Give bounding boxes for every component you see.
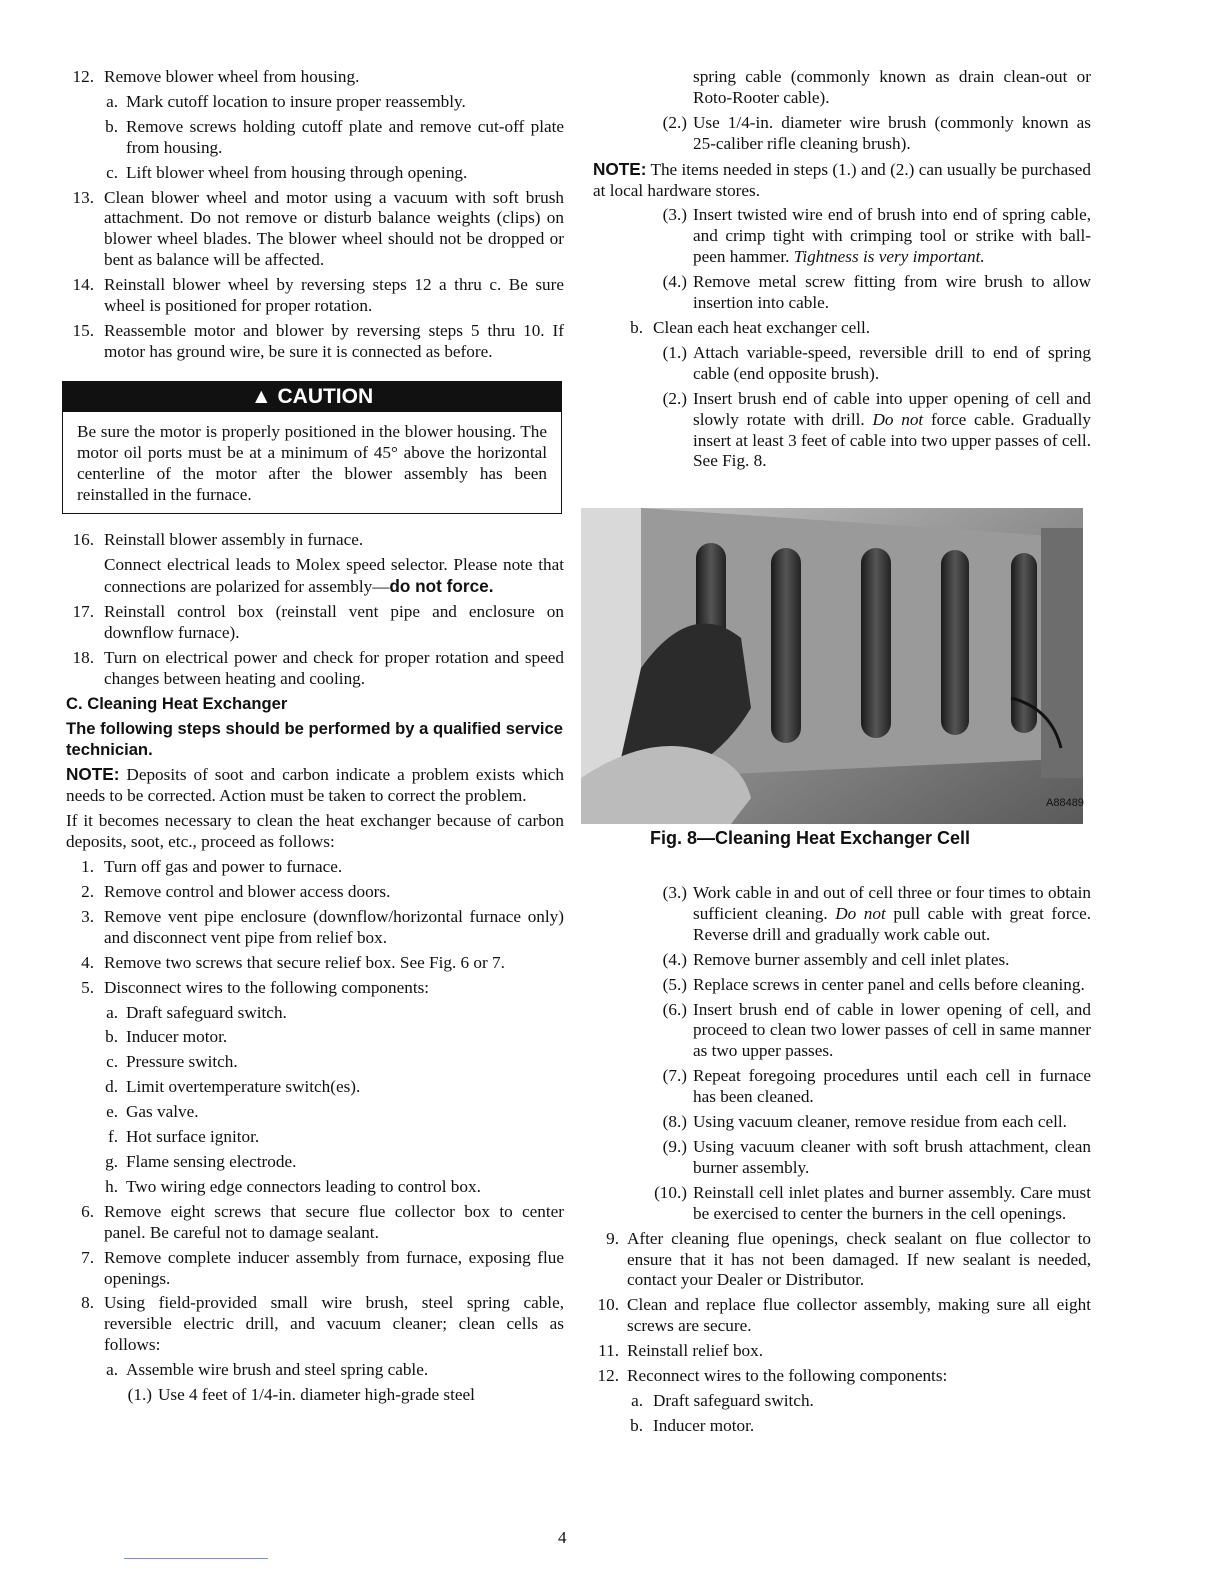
note-paragraph: NOTE: Deposits of soot and carbon indicate a problem exists which needs to be corrected. Action must be taken to correct the problem.: [66, 764, 564, 806]
clean-step-8b7: (7.) Repeat foregoing procedures until each cell in furnace has been cleaned.: [662, 1066, 1091, 1107]
step-12c: c. Lift blower wheel from housing through opening.: [106, 162, 468, 182]
intro-paragraph: If it becomes necessary to clean the heat exchanger because of carbon deposits, soot, etc., proceed as follows:: [66, 811, 564, 852]
step-18: 18. Turn on electrical power and check for proper rotation and speed changes between heating and cooling.: [72, 647, 564, 688]
clean-step-5a: a. Draft safeguard switch.: [106, 1002, 287, 1022]
clean-step-8b8: (8.) Using vacuum cleaner, remove residue from each cell.: [662, 1112, 1067, 1132]
clean-step-8b2: (2.) Insert brush end of cable into upper opening of cell and slowly rotate with drill. Do not force cable. Gradually insert at least 3 feet of cable into two upper passes of cell. See Fig. 8.: [662, 388, 1092, 471]
left-column: [66, 67, 564, 1410]
clean-step-8a2: (2.) Use 1/4-in. diameter wire brush (commonly known as 25-caliber rifle cleaning brush).: [662, 112, 1091, 153]
caution-header: [63, 382, 561, 412]
clean-step-5: 5. Disconnect wires to the following components:: [81, 977, 430, 997]
footer-rule: [124, 1558, 268, 1559]
clean-step-8a1-continued: spring cable (commonly known as drain clean-out or Roto-Rooter cable).: [693, 67, 1091, 107]
clean-step-8b4: (4.) Remove burner assembly and cell inlet plates.: [662, 949, 1010, 969]
step-13: 13. Clean blower wheel and motor using a vacuum with soft brush attachment. Do not remove or disturb balance weights (clips) on blower wheel blades. The blower wheel should not be dropped or bent as balance will be affected.: [72, 187, 564, 270]
step-16-continuation: Connect electrical leads to Molex speed selector. Please note that connections are polarized for assembly—do not force.: [104, 555, 564, 597]
page-number: 4: [558, 1528, 567, 1547]
step-12: 12. Remove blower wheel from housing.: [72, 67, 360, 86]
clean-step-6: 6. Remove eight screws that secure flue collector box to center panel. Be careful not to damage sealant.: [81, 1201, 564, 1242]
clean-step-12: 12. Reconnect wires to the following components:: [597, 1366, 948, 1386]
right-column-bottom: [593, 883, 1091, 1441]
clean-step-1: 1. Turn off gas and power to furnace.: [81, 857, 343, 877]
warning-triangle-icon: ▲: [250, 384, 272, 408]
clean-step-5e: e. Gas valve.: [106, 1102, 199, 1122]
clean-step-2: 2. Remove control and blower access doors.: [81, 882, 391, 901]
clean-step-8a4: (4.) Remove metal screw fitting from wire brush to allow insertion into cable.: [662, 272, 1091, 313]
clean-step-8b: b. Clean each heat exchanger cell.: [630, 317, 871, 337]
clean-step-8b9: (9.) Using vacuum cleaner with soft brush attachment, clean burner assembly.: [662, 1136, 1091, 1177]
step-17: 17. Reinstall control box (reinstall vent pipe and enclosure on downflow furnace).: [72, 602, 564, 643]
clean-step-10: 10. Clean and replace flue collector assembly, making sure all eight screws are secure.: [597, 1295, 1091, 1336]
clean-step-4: 4. Remove two screws that secure relief box. See Fig. 6 or 7.: [81, 952, 505, 972]
clean-step-8: 8. Using field-provided small wire brush, steel spring cable, reversible electric drill, and vacuum cleaner; clean cells as follows:: [81, 1293, 564, 1355]
clean-step-12b: b. Inducer motor.: [630, 1415, 755, 1435]
clean-step-8b10: (10.) Reinstall cell inlet plates and burner assembly. Care must be exercised to center the burners in the cell openings.: [654, 1182, 1091, 1223]
clean-step-8a1: (1.) Use 4 feet of 1/4-in. diameter high-grade steel: [127, 1385, 475, 1405]
clean-step-5c: c. Pressure switch.: [106, 1052, 238, 1072]
clean-step-8a: a. Assemble wire brush and steel spring cable.: [106, 1360, 429, 1380]
section-heading: C. Cleaning Heat Exchanger: [66, 693, 288, 713]
caution-title: CAUTION: [277, 384, 374, 408]
clean-step-8b1: (1.) Attach variable-speed, reversible drill to end of spring cable (end opposite brush).: [662, 342, 1091, 383]
qualified-technician-warning: The following steps should be performed by a qualified service technician.: [66, 718, 563, 759]
clean-step-3: 3. Remove vent pipe enclosure (downflow/horizontal furnace only) and disconnect vent pipe from relief box.: [81, 906, 564, 947]
right-column-top: [593, 67, 1091, 476]
clean-step-5g: g. Flame sensing electrode.: [105, 1151, 297, 1171]
clean-step-9: 9. After cleaning flue openings, check sealant on flue collector to ensure that it has not been damaged. If new sealant is needed, contact your Dealer or Distributor.: [606, 1228, 1091, 1290]
clean-step-5b: b. Inducer motor.: [105, 1027, 228, 1047]
note-paragraph-right: NOTE: The items needed in steps (1.) and (2.) can usually be purchased at local hardware stores.: [593, 158, 1091, 200]
clean-step-5h: h. Two wiring edge connectors leading to control box.: [105, 1176, 481, 1196]
caution-box: [62, 381, 562, 515]
step-14: 14. Reinstall blower wheel by reversing steps 12 a thru c. Be sure wheel is positioned for proper rotation.: [72, 275, 564, 316]
step-15: 15. Reassemble motor and blower by reversing steps 5 thru 10. If motor has ground wire, be sure it is connected as before.: [72, 320, 564, 361]
clean-step-5d: d. Limit overtemperature switch(es).: [105, 1077, 361, 1097]
step-12a: a. Mark cutoff location to insure proper reassembly.: [106, 91, 466, 111]
clean-step-11: 11. Reinstall relief box.: [598, 1341, 764, 1361]
heat-exchanger-photo: [581, 508, 1083, 824]
figure-id: A88489: [1046, 797, 1084, 809]
clean-step-8b3: (3.) Work cable in and out of cell three or four times to obtain sufficient cleaning. Do not pull cable with great force. Reverse drill and gradually work cable out.: [662, 883, 1092, 944]
clean-step-5f: f. Hot surface ignitor.: [107, 1127, 260, 1147]
figure-caption: Fig. 8—Cleaning Heat Exchanger Cell: [649, 828, 971, 848]
clean-step-8a3: (3.) Insert twisted wire end of brush into end of spring cable, and crimp tight with crimping tool or strike with ball-peen hammer. Tightness is very important.: [662, 205, 1091, 267]
step-12b: b. Remove screws holding cutoff plate and remove cut-off plate from housing.: [105, 116, 564, 157]
caution-text: Be sure the motor is properly positioned in the blower housing. The motor oil ports must be at a minimum of 45° above the horizontal centerline of the motor after the blower assembly has been reinstalled in the furnace.: [77, 421, 547, 504]
clean-step-8b6: (6.) Insert brush end of cable in lower opening of cell, and proceed to clean two lower passes of cell in same manner as two upper passes.: [662, 999, 1091, 1061]
photo-illustration: [581, 508, 1083, 824]
step-16: 16. Reinstall blower assembly in furnace.: [72, 530, 364, 550]
clean-step-12a: a. Draft safeguard switch.: [631, 1390, 814, 1410]
clean-step-7: 7. Remove complete inducer assembly from furnace, exposing flue openings.: [81, 1247, 564, 1288]
clean-step-8b5: (5.) Replace screws in center panel and cells before cleaning.: [662, 974, 1085, 994]
